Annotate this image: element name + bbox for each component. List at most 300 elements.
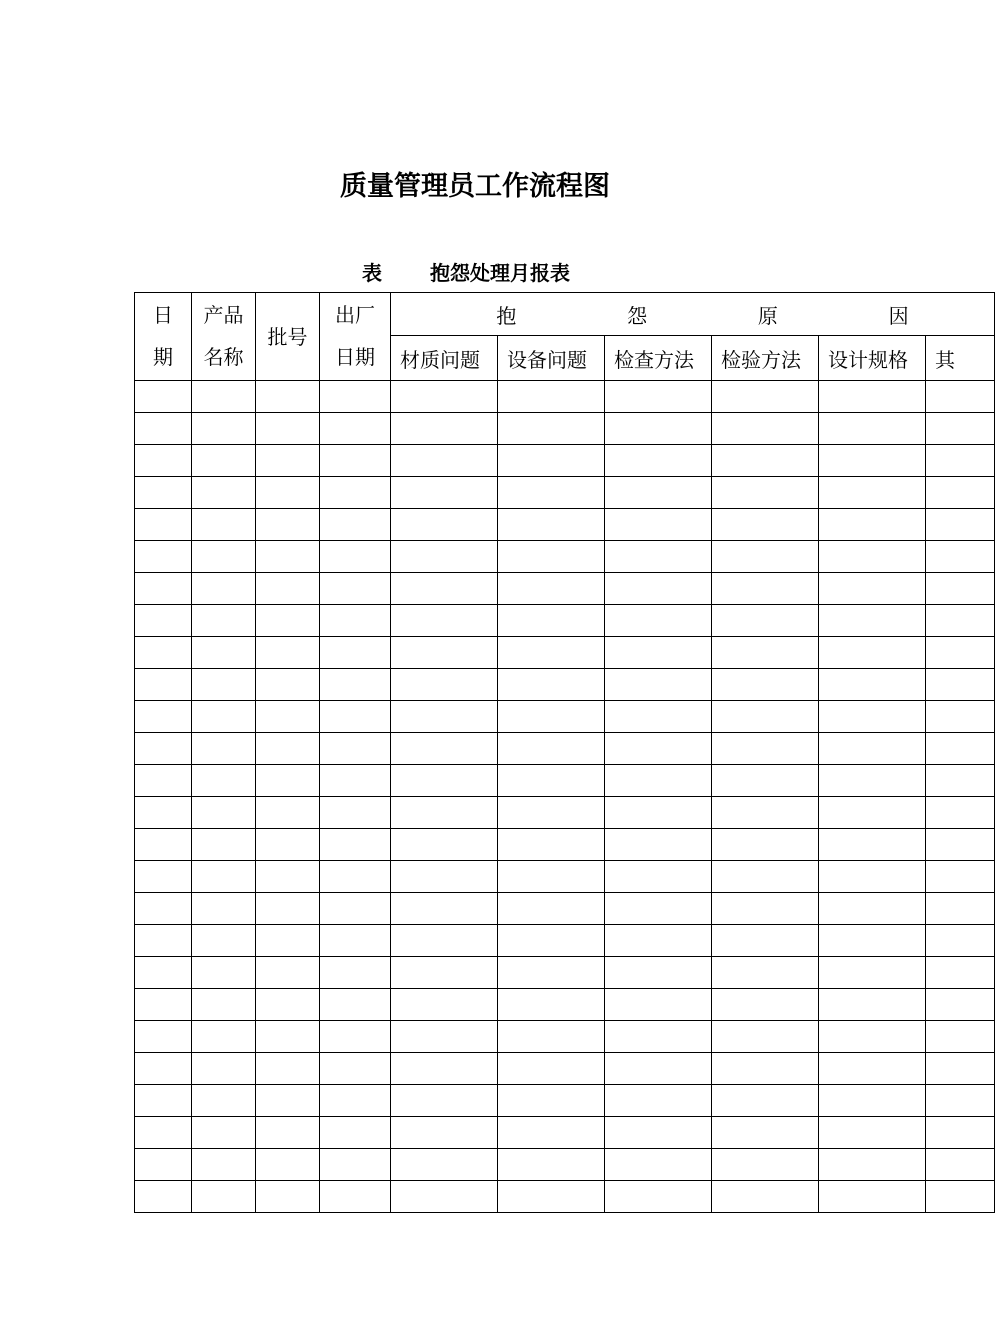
table-cell (819, 509, 926, 541)
table-row (135, 1149, 995, 1181)
table-cell (819, 733, 926, 765)
table-cell (135, 413, 192, 445)
table-cell (391, 1053, 498, 1085)
table-cell (320, 637, 391, 669)
table-cell (320, 605, 391, 637)
header-check-method: 检查方法 (605, 336, 712, 381)
table-cell (712, 733, 819, 765)
table-cell (498, 861, 605, 893)
table-cell (391, 797, 498, 829)
table-cell (256, 541, 320, 573)
table-cell (391, 669, 498, 701)
table-cell (926, 733, 995, 765)
table-cell (391, 1021, 498, 1053)
table-cell (192, 637, 256, 669)
table-cell (498, 381, 605, 413)
table-cell (320, 509, 391, 541)
table-cell (256, 1053, 320, 1085)
table-cell (135, 1117, 192, 1149)
table-cell (819, 605, 926, 637)
table-cell (712, 605, 819, 637)
table-cell (605, 925, 712, 957)
table-cell (192, 733, 256, 765)
table-cell (712, 413, 819, 445)
table-cell (926, 925, 995, 957)
table-cell (605, 1149, 712, 1181)
table-cell (498, 573, 605, 605)
table-cell (256, 701, 320, 733)
table-cell (605, 413, 712, 445)
table-cell (712, 1117, 819, 1149)
table-row (135, 733, 995, 765)
table-cell (819, 1181, 926, 1213)
table-cell (256, 637, 320, 669)
table-cell (391, 765, 498, 797)
table-cell (256, 509, 320, 541)
table-cell (192, 1085, 256, 1117)
table-cell (605, 637, 712, 669)
table-cell (712, 765, 819, 797)
table-row (135, 509, 995, 541)
table-cell (605, 445, 712, 477)
table-cell (712, 381, 819, 413)
table-cell (391, 701, 498, 733)
table-row (135, 925, 995, 957)
table-cell (712, 893, 819, 925)
table-cell (391, 989, 498, 1021)
header-date: 日 期 (135, 293, 192, 381)
table-cell (605, 797, 712, 829)
header-inspection-method: 检验方法 (712, 336, 819, 381)
table-cell (256, 829, 320, 861)
table-cell (819, 573, 926, 605)
table-cell (192, 989, 256, 1021)
table-cell (320, 1117, 391, 1149)
table-cell (192, 701, 256, 733)
header-ship-date: 出厂 日期 (320, 293, 391, 381)
table-row (135, 797, 995, 829)
table-cell (926, 541, 995, 573)
table-cell (192, 541, 256, 573)
table-cell (391, 1181, 498, 1213)
table-cell (391, 605, 498, 637)
table-cell (498, 541, 605, 573)
table-cell (498, 637, 605, 669)
table-cell (320, 957, 391, 989)
table-cell (192, 1149, 256, 1181)
table-cell (320, 541, 391, 573)
table-cell (391, 413, 498, 445)
table-cell (498, 445, 605, 477)
table-cell (498, 669, 605, 701)
table-cell (135, 669, 192, 701)
table-cell (391, 957, 498, 989)
table-cell (712, 509, 819, 541)
table-row (135, 1053, 995, 1085)
table-row (135, 637, 995, 669)
table-cell (135, 1181, 192, 1213)
table-cell (605, 1053, 712, 1085)
table-cell (192, 861, 256, 893)
table-cell (135, 477, 192, 509)
table-cell (135, 1053, 192, 1085)
table-cell (498, 1021, 605, 1053)
table-cell (712, 637, 819, 669)
table-cell (926, 669, 995, 701)
table-cell (135, 701, 192, 733)
table-cell (605, 1021, 712, 1053)
table-cell (256, 957, 320, 989)
table-cell (192, 445, 256, 477)
table-cell (135, 861, 192, 893)
table-cell (605, 989, 712, 1021)
table-cell (320, 669, 391, 701)
table-row (135, 893, 995, 925)
table-cell (605, 509, 712, 541)
table-cell (819, 445, 926, 477)
table-cell (135, 829, 192, 861)
table-row (135, 573, 995, 605)
table-cell (819, 541, 926, 573)
table-cell (926, 1053, 995, 1085)
table-cell (712, 925, 819, 957)
table-cell (926, 445, 995, 477)
table-cell (605, 829, 712, 861)
table-cell (135, 797, 192, 829)
document-title: 质量管理员工作流程图 (340, 171, 610, 202)
table-cell (320, 1149, 391, 1181)
table-cell (819, 925, 926, 957)
table-cell (256, 1021, 320, 1053)
table-cell (498, 1181, 605, 1213)
table-cell (819, 701, 926, 733)
table-cell (819, 637, 926, 669)
table-cell (605, 477, 712, 509)
table-cell (391, 861, 498, 893)
table-cell (135, 925, 192, 957)
table-cell (926, 605, 995, 637)
table-cell (256, 1181, 320, 1213)
table-cell (192, 765, 256, 797)
table-cell (320, 925, 391, 957)
table-cell (320, 765, 391, 797)
table-cell (256, 1149, 320, 1181)
table-cell (926, 637, 995, 669)
table-cell (135, 541, 192, 573)
table-cell (819, 989, 926, 1021)
table-cell (712, 861, 819, 893)
table-cell (256, 989, 320, 1021)
table-cell (498, 829, 605, 861)
table-caption (362, 257, 570, 286)
table-cell (256, 861, 320, 893)
table-cell (926, 957, 995, 989)
table-row (135, 957, 995, 989)
table-cell (498, 1117, 605, 1149)
table-cell (192, 509, 256, 541)
table-cell (712, 541, 819, 573)
table-cell (135, 1149, 192, 1181)
table-row (135, 861, 995, 893)
table-cell (135, 605, 192, 637)
table-cell (135, 1021, 192, 1053)
table-cell (712, 1053, 819, 1085)
table-cell (605, 1117, 712, 1149)
table-cell (320, 381, 391, 413)
table-cell (605, 1181, 712, 1213)
table-cell (391, 509, 498, 541)
table-cell (192, 413, 256, 445)
table-cell (712, 573, 819, 605)
table-cell (819, 1085, 926, 1117)
table-cell (498, 701, 605, 733)
table-cell (819, 1053, 926, 1085)
table-cell (320, 477, 391, 509)
table-cell (819, 765, 926, 797)
table-cell (819, 957, 926, 989)
table-cell (498, 605, 605, 637)
table-row (135, 1117, 995, 1149)
table-cell (256, 381, 320, 413)
table-cell (926, 509, 995, 541)
table-cell (192, 605, 256, 637)
table-cell (135, 765, 192, 797)
table-cell (391, 733, 498, 765)
table-cell (135, 381, 192, 413)
table-cell (926, 861, 995, 893)
table-cell (605, 701, 712, 733)
table-cell (498, 957, 605, 989)
table-cell (192, 669, 256, 701)
table-cell (712, 957, 819, 989)
table-row (135, 1021, 995, 1053)
table-cell (926, 573, 995, 605)
table-row (135, 445, 995, 477)
table-cell (391, 573, 498, 605)
header-complaint-reason: 抱 怨 原 因 (391, 293, 995, 336)
header-batch-no: 批号 (256, 293, 320, 381)
table-cell (605, 765, 712, 797)
table-row (135, 1085, 995, 1117)
table-cell (320, 797, 391, 829)
table-cell (498, 413, 605, 445)
table-row (135, 381, 995, 413)
table-cell (320, 861, 391, 893)
table-cell (712, 1149, 819, 1181)
table-cell (192, 381, 256, 413)
table-cell (256, 669, 320, 701)
table-cell (256, 573, 320, 605)
header-row-1 (135, 293, 995, 336)
table-cell (320, 1181, 391, 1213)
table-cell (391, 1085, 498, 1117)
table-cell (391, 893, 498, 925)
table-cell (320, 893, 391, 925)
table-cell (926, 893, 995, 925)
table-cell (498, 797, 605, 829)
table-cell (712, 477, 819, 509)
table-cell (391, 445, 498, 477)
table-cell (256, 413, 320, 445)
table-cell (192, 1053, 256, 1085)
table-cell (712, 1021, 819, 1053)
table-cell (320, 445, 391, 477)
table-cell (926, 413, 995, 445)
table-cell (926, 765, 995, 797)
table-cell (192, 829, 256, 861)
table-cell (320, 1021, 391, 1053)
table-cell (712, 445, 819, 477)
table-cell (819, 413, 926, 445)
table-row (135, 701, 995, 733)
table-cell (819, 893, 926, 925)
table-cell (819, 1021, 926, 1053)
table-cell (320, 701, 391, 733)
table-cell (320, 1085, 391, 1117)
table-row (135, 541, 995, 573)
table-cell (926, 1181, 995, 1213)
table-cell (135, 573, 192, 605)
table-cell (256, 1085, 320, 1117)
table-cell (256, 477, 320, 509)
table-cell (712, 1181, 819, 1213)
table-cell (192, 797, 256, 829)
table-cell (192, 925, 256, 957)
table-cell (712, 1085, 819, 1117)
caption-text: 抱怨处理月报表 (430, 261, 570, 285)
table-cell (605, 893, 712, 925)
table-cell (498, 733, 605, 765)
table-cell (320, 1053, 391, 1085)
table-cell (498, 509, 605, 541)
table-cell (135, 957, 192, 989)
table-cell (256, 445, 320, 477)
table-cell (605, 861, 712, 893)
table-cell (926, 829, 995, 861)
table-cell (926, 701, 995, 733)
table-cell (819, 1149, 926, 1181)
table-cell (605, 957, 712, 989)
table-cell (926, 1085, 995, 1117)
table-cell (135, 989, 192, 1021)
table-cell (926, 1117, 995, 1149)
table-cell (926, 989, 995, 1021)
table-cell (605, 605, 712, 637)
table-cell (391, 477, 498, 509)
table-cell (605, 381, 712, 413)
report-table-container (134, 292, 955, 1212)
table-cell (135, 733, 192, 765)
table-row (135, 989, 995, 1021)
table-cell (819, 797, 926, 829)
table-cell (391, 829, 498, 861)
table-cell (605, 573, 712, 605)
table-cell (712, 701, 819, 733)
table-cell (135, 893, 192, 925)
table-cell (498, 1085, 605, 1117)
table-cell (256, 733, 320, 765)
table-cell (192, 1181, 256, 1213)
table-cell (391, 541, 498, 573)
table-cell (498, 765, 605, 797)
table-cell (256, 797, 320, 829)
table-cell (605, 669, 712, 701)
table-row (135, 413, 995, 445)
table-cell (256, 925, 320, 957)
table-cell (320, 989, 391, 1021)
table-cell (926, 797, 995, 829)
table-cell (192, 1117, 256, 1149)
table-cell (320, 829, 391, 861)
table-cell (192, 893, 256, 925)
table-cell (498, 477, 605, 509)
header-other: 其 (926, 336, 995, 381)
header-design-spec: 设计规格 (819, 336, 926, 381)
table-cell (605, 1085, 712, 1117)
table-cell (498, 989, 605, 1021)
table-row (135, 829, 995, 861)
table-cell (819, 381, 926, 413)
table-cell (819, 1117, 926, 1149)
table-cell (391, 381, 498, 413)
table-row (135, 669, 995, 701)
caption-prefix: 表 (362, 261, 382, 285)
table-cell (135, 445, 192, 477)
table-cell (391, 1117, 498, 1149)
table-cell (498, 925, 605, 957)
table-cell (819, 669, 926, 701)
table-cell (256, 605, 320, 637)
table-row (135, 1181, 995, 1213)
table-cell (192, 957, 256, 989)
table-cell (712, 669, 819, 701)
table-cell (391, 637, 498, 669)
header-material-issue: 材质问题 (391, 336, 498, 381)
table-cell (135, 637, 192, 669)
table-cell (819, 861, 926, 893)
table-cell (712, 829, 819, 861)
header-product-name: 产品 名称 (192, 293, 256, 381)
table-cell (320, 413, 391, 445)
table-cell (498, 1053, 605, 1085)
table-cell (192, 477, 256, 509)
table-cell (135, 1085, 192, 1117)
table-cell (712, 797, 819, 829)
table-cell (320, 733, 391, 765)
table-cell (320, 573, 391, 605)
table-cell (192, 573, 256, 605)
table-row (135, 605, 995, 637)
table-cell (498, 1149, 605, 1181)
table-cell (135, 509, 192, 541)
table-cell (819, 829, 926, 861)
table-cell (498, 893, 605, 925)
table-cell (192, 1021, 256, 1053)
table-cell (712, 989, 819, 1021)
table-cell (605, 541, 712, 573)
complaint-report-table (134, 292, 995, 1213)
header-equipment-issue: 设备问题 (498, 336, 605, 381)
table-cell (926, 1149, 995, 1181)
table-cell (391, 925, 498, 957)
table-cell (819, 477, 926, 509)
table-cell (926, 477, 995, 509)
table-cell (256, 1117, 320, 1149)
table-row (135, 765, 995, 797)
table-cell (926, 1021, 995, 1053)
table-cell (256, 765, 320, 797)
table-cell (926, 381, 995, 413)
